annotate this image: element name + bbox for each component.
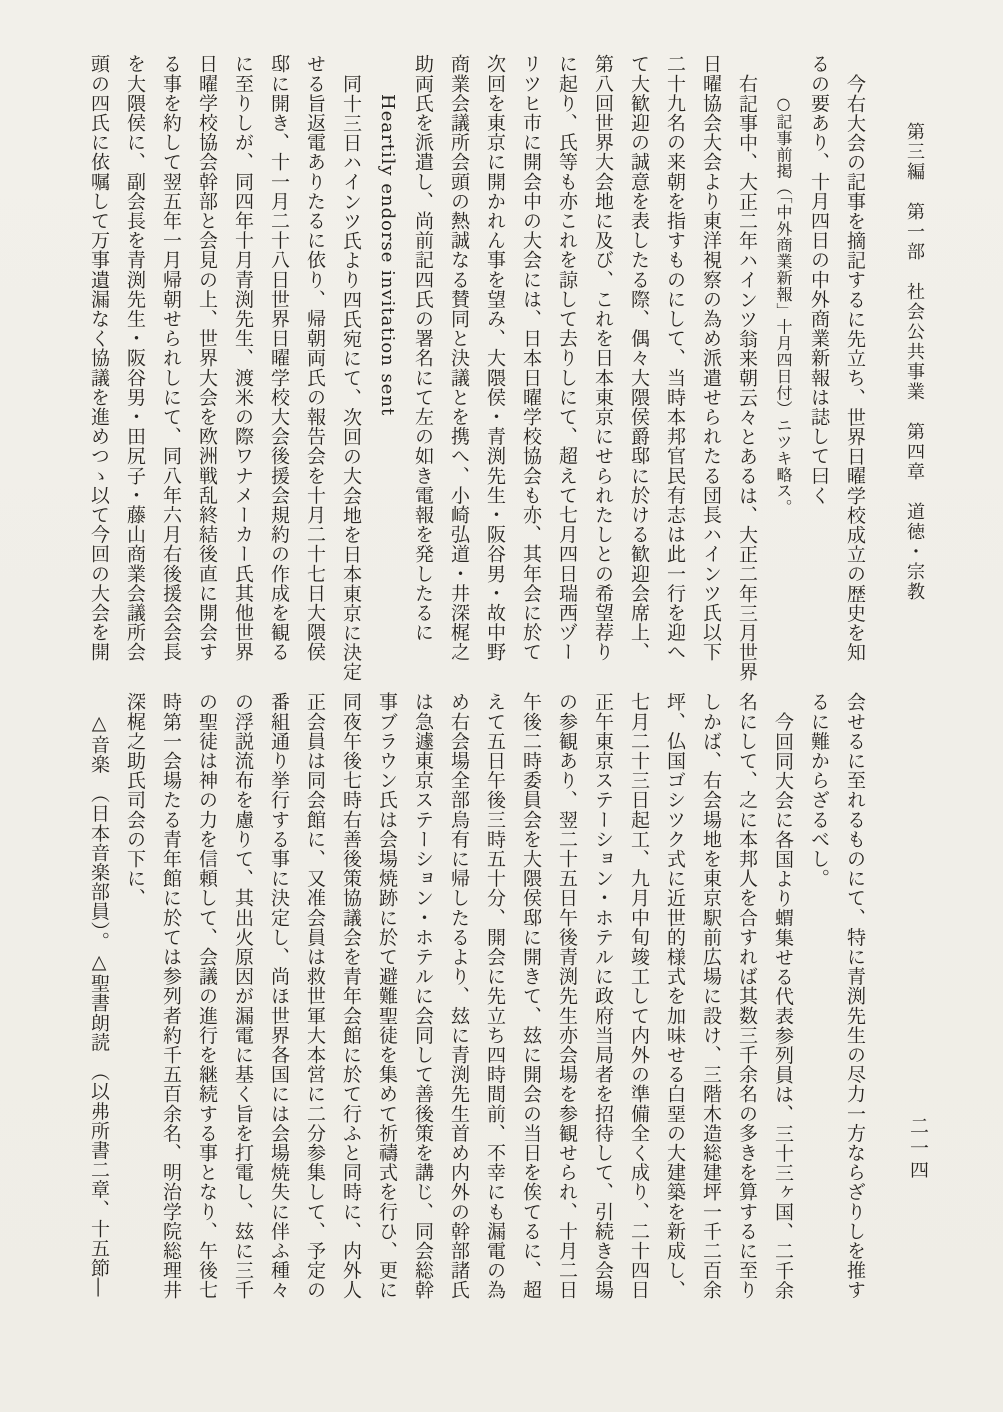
text-column: 助両氏を派遣し、尚前記四氏の署名にて左の如き電報を発したるに xyxy=(412,54,434,642)
text-column: 時第一会場たる青年館に於ては参列者約千五百余名、明治学院総理井 xyxy=(160,692,182,1300)
top-text-block xyxy=(78,54,873,688)
text-column: の参観あり、翌二十五日午後青渕先生亦会場を参観せられ、十月二日 xyxy=(556,692,578,1300)
text-column: るに難からざるべし。 xyxy=(808,692,830,888)
text-column: 今右大会の記事を摘記するに先立ち、世界日曜学校成立の歴史を知 xyxy=(844,74,866,662)
chapter-header: 第三編 第一部 社会公共事業 第四章 道徳・宗教 xyxy=(904,122,925,602)
text-column: に至りしが、同四年十月青渕先生、渡米の際ワナメーカー氏其他世界 xyxy=(232,54,254,662)
text-column: しかば、右会場地を東京駅前広場に設け、三階木造総建坪一千二百余 xyxy=(700,692,722,1300)
text-column: の聖徒は神の力を信頼して、会議の進行を継続する事となり、午後七 xyxy=(196,692,218,1300)
text-column: 午後二時委員会を大隈侯邸に開きて、玆に開会の当日を俟てるに、超 xyxy=(520,692,542,1300)
text-column: る事を約して翌五年一月帰朝せられしにて、同八年六月右後援会会長 xyxy=(160,54,182,662)
text-column: 同夜午後七時右善後策協議会を青年会館に於て行ふと同時に、内外人 xyxy=(340,692,362,1300)
text-column: えて五日午後三時五十分、開会に先立ち四時間前、不幸にも漏電の為 xyxy=(484,692,506,1300)
text-column: 名にして、之に本邦人を合すれば其数三千余名の多きを算するに至り xyxy=(736,692,758,1300)
text-column: 坪、仏国ゴシツク式に近世的様式を加味せる白堊の大建築を新成し、 xyxy=(664,692,686,1300)
text-column: 二十九名の来朝を指すものにして、当時本邦官民有志は此一行を迎へ xyxy=(664,54,686,662)
text-column: 第八回世界大会地に及び、これを日本東京にせられたしとの希望荐り xyxy=(592,54,614,662)
text-column: リツヒ市に開会中の大会には、日本日曜学校協会も亦、其年会に於て xyxy=(520,54,542,662)
text-column: ○記事前掲（「中外商業新報」十月四日付）ニツキ略ス。 xyxy=(774,94,793,516)
telegram-text-column: Heartily endorse invitation sent xyxy=(377,94,398,417)
text-column: 番組通り挙行する事に決定し、尚ほ世界各国には会場焼失に伴ふ種々 xyxy=(268,692,290,1300)
text-column: 七月二十三日起工、九月中旬竣工して内外の準備全く成り、二十四日 xyxy=(628,692,650,1300)
text-column: の浮説流布を慮りて、其出火原因が漏電に基く旨を打電し、玆に三千 xyxy=(232,692,254,1300)
text-column: 商業会議所会頭の熱誠なる賛同と決議とを携へ、小崎弘道・井深梶之 xyxy=(448,54,470,662)
text-column: て大歓迎の誠意を表したる際、偶々大隈侯爵邸に於ける歓迎会席上、 xyxy=(628,54,650,662)
text-column: せる旨返電ありたるに依り、帰朝両氏の報告会を十月二十七日大隈侯 xyxy=(304,54,326,662)
page-number: 二一四 xyxy=(907,1116,929,1182)
text-column: 邸に開き、十一月二十八日世界日曜学校大会後援会規約の作成を観る xyxy=(268,54,290,662)
text-column: 頭の四氏に依嘱して万事遺漏なく協議を進めつゝ以て今回の大会を開 xyxy=(88,54,110,662)
text-column: 日曜協会大会より東洋視察の為め派遣せられたる団長ハインツ氏以下 xyxy=(700,54,722,662)
text-column: るの要あり、十月四日の中外商業新報は誌して曰く xyxy=(808,54,830,505)
text-column: △音楽 （日本音楽部員）。△聖書朗読 （以弗所書二章、十五節― xyxy=(88,712,110,1298)
text-column: 右記事中、大正二年ハインツ翁来朝云々とあるは、大正二年三月世界 xyxy=(736,74,758,682)
bottom-text-block xyxy=(78,692,873,1386)
text-column: は急遽東京ステーション・ホテルに会同して善後策を講じ、同会総幹 xyxy=(412,692,434,1300)
text-column: 次回を東京に開かれん事を望み、大隈侯・青渕先生・阪谷男・故中野 xyxy=(484,54,506,662)
text-column: 正会員は同会館に、又准会員は救世軍大本営に二分参集して、予定の xyxy=(304,692,326,1300)
text-column: 今回同大会に各国より蝟集せる代表参列員は、三十三ヶ国、二千余 xyxy=(772,712,794,1300)
text-column: に起り、氏等も亦これを諒して去りしにて、超えて七月四日瑞西ヅー xyxy=(556,54,578,662)
text-column: 事ブラウン氏は会場焼跡に於て避難聖徒を集めて祈禱式を行ひ、更に xyxy=(376,692,398,1300)
text-column: 会せるに至れるものにて、特に青渕先生の尽力一方ならざりしを推す xyxy=(844,692,866,1300)
text-column: 深梶之助氏司会の下に、 xyxy=(124,692,146,908)
text-column: を大隈侯に、副会長を青渕先生・阪谷男・田尻子・藤山商業会議所会 xyxy=(124,54,146,662)
text-column: め右会場全部烏有に帰したるより、玆に青渕先生首め内外の幹部諸氏 xyxy=(448,692,470,1300)
text-column: 正午東京ステーション・ホテルに政府当局者を招待して、引続き会場 xyxy=(592,692,614,1300)
text-column: 日曜学校協会幹部と会見の上、世界大会を欧洲戦乱終結後直に開会す xyxy=(196,54,218,662)
text-column: 同十三日ハインツ氏より四氏宛にて、次回の大会地を日本東京に決定 xyxy=(340,74,362,682)
